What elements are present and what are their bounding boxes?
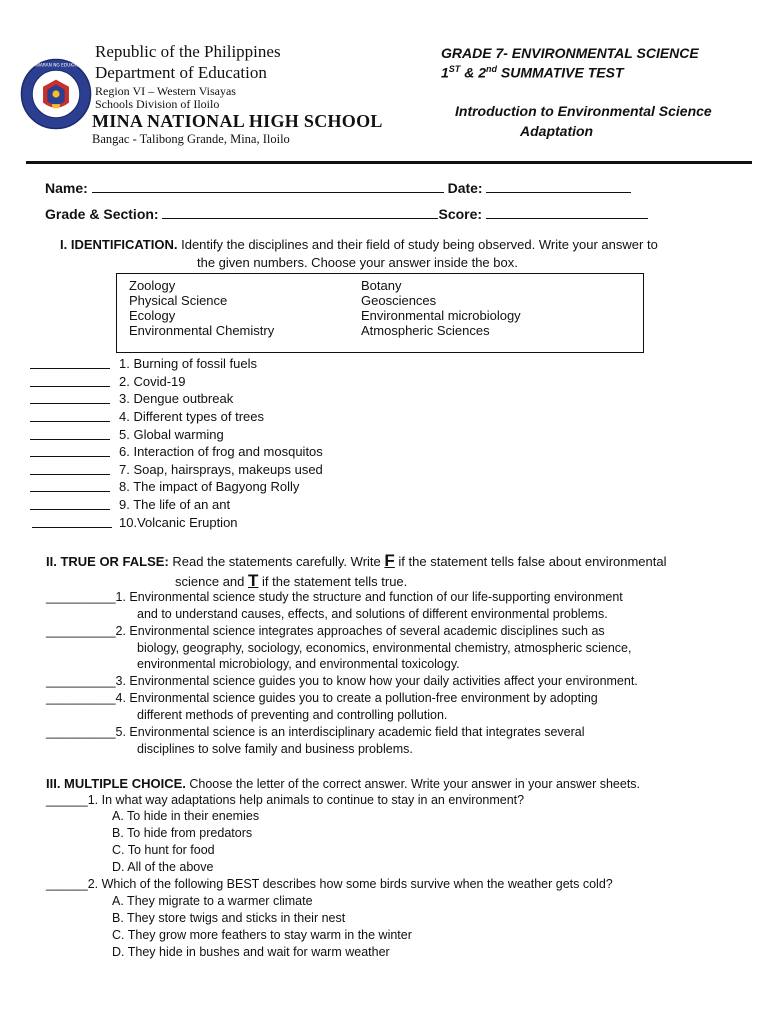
choice-item: Environmental Chemistry — [129, 323, 275, 338]
date-blank[interactable] — [486, 178, 631, 193]
identification-item: 2. Covid-19 — [119, 374, 186, 389]
name-field — [45, 178, 631, 196]
score-label: Score: — [438, 206, 483, 222]
answer-blank[interactable] — [30, 491, 110, 492]
mc-option: C. They grow more feathers to stay warm in the winter — [112, 928, 412, 942]
answer-blank[interactable] — [30, 456, 110, 457]
mc-option: B. To hide from predators — [112, 826, 253, 840]
identification-item: 7. Soap, hairsprays, makeups used — [119, 462, 323, 477]
date-label: Date: — [447, 180, 483, 196]
identification-item: 1. Burning of fossil fuels — [119, 356, 258, 371]
part2-instruction-line1: II. TRUE OR FALSE: Read the statements carefully. Write F if the statement tells false about environmental — [46, 551, 667, 570]
mc-question: ______1. In what way adaptations help animals to continue to stay in an environment? — [46, 793, 525, 807]
header-republic: Republic of the Philippines — [95, 42, 281, 61]
tf-item-continuation: biology, geography, sociology, economics, environmental chemistry, atmospheric science, — [137, 641, 632, 655]
header-divider — [26, 161, 752, 164]
identification-item: 9. The life of an ant — [119, 497, 231, 512]
choice-item: Zoology — [129, 278, 176, 293]
choice-item: Ecology — [129, 308, 176, 323]
identification-item: 8. The impact of Bagyong Rolly — [119, 479, 300, 494]
tf-item: __________3. Environmental science guides you to know how your daily activities affect your environment. — [46, 674, 638, 688]
identification-item: 10.Volcanic Eruption — [119, 515, 238, 530]
score-blank[interactable] — [486, 204, 648, 219]
part2-heading: II. TRUE OR FALSE: — [46, 554, 169, 569]
answer-blank[interactable] — [32, 527, 112, 528]
header-region: Region VI – Western Visayas — [95, 84, 236, 98]
choice-item: Botany — [361, 278, 402, 293]
answer-blank[interactable] — [30, 421, 110, 422]
part3-instruction: III. MULTIPLE CHOICE. Choose the letter of the correct answer. Write your answer in your answer sheets. — [46, 776, 641, 791]
header-department: Department of Education — [95, 63, 267, 82]
test-title: 1ST & 2nd SUMMATIVE TEST — [441, 64, 624, 81]
deped-seal-logo — [20, 58, 92, 130]
mc-option: D. All of the above — [112, 860, 214, 874]
school-name: MINA NATIONAL HIGH SCHOOL — [92, 111, 383, 131]
mc-option: A. They migrate to a warmer climate — [112, 894, 313, 908]
part2-instruction-line2: science and T if the statement tells true. — [175, 571, 408, 590]
identification-item: 6. Interaction of frog and mosquitos — [119, 444, 323, 459]
choice-item: Atmospheric Sciences — [361, 323, 490, 338]
tf-item: __________1. Environmental science study the structure and function of our life-supporting environment — [46, 590, 623, 604]
part1-instruction-line2: the given numbers. Choose your answer inside the box. — [197, 255, 518, 270]
answer-blank[interactable] — [30, 368, 110, 369]
answer-blank[interactable] — [30, 439, 110, 440]
choice-item: Geosciences — [361, 293, 437, 308]
identification-item: 5. Global warming — [119, 427, 224, 442]
tf-item-continuation: and to understand causes, effects, and solutions of different environmental problems. — [137, 607, 608, 621]
tf-item: __________4. Environmental science guides you to create a pollution-free environment by adopting — [46, 691, 598, 705]
choice-item: Environmental microbiology — [361, 308, 521, 323]
header-division: Schools Division of Iloilo — [95, 97, 220, 111]
letter-f: F — [384, 551, 395, 570]
choice-item: Physical Science — [129, 293, 228, 308]
mc-question: ______2. Which of the following BEST describes how some birds survive when the weather gets cold? — [46, 877, 613, 891]
part3-heading: III. MULTIPLE CHOICE. — [46, 776, 186, 791]
name-label: Name: — [45, 180, 88, 196]
topic-subtitle: Adaptation — [520, 123, 594, 139]
mc-option: D. They hide in bushes and wait for warm weather — [112, 945, 390, 959]
mc-option: B. They store twigs and sticks in their nest — [112, 911, 346, 925]
answer-blank[interactable] — [30, 386, 110, 387]
grade-field — [45, 204, 648, 222]
svg-text:KAGAWARAN NG EDUKASYON: KAGAWARAN NG EDUKASYON — [24, 63, 88, 69]
letter-t: T — [248, 571, 259, 590]
grade-label: Grade & Section: — [45, 206, 159, 222]
grade-blank[interactable] — [162, 204, 438, 219]
mc-option: C. To hunt for food — [112, 843, 215, 857]
tf-item: __________2. Environmental science integrates approaches of several academic disciplines such as — [46, 624, 605, 638]
name-blank[interactable] — [92, 178, 444, 193]
part1-heading: I. IDENTIFICATION. — [60, 237, 178, 252]
part1-instruction-line1: I. IDENTIFICATION. Identify the disciplines and their field of study being observed. Write your answer to — [60, 237, 658, 252]
grade-subject: GRADE 7- ENVIRONMENTAL SCIENCE — [441, 45, 699, 61]
tf-item-continuation: disciplines to solve family and business problems. — [137, 742, 413, 756]
tf-item: __________5. Environmental science is an interdisciplinary academic field that integrates several — [46, 725, 585, 739]
answer-blank[interactable] — [30, 403, 110, 404]
school-address: Bangac - Talibong Grande, Mina, Iloilo — [92, 132, 290, 146]
identification-item: 4. Different types of trees — [119, 409, 264, 424]
answer-blank[interactable] — [30, 509, 110, 510]
tf-item-continuation: different methods of preventing and controlling pollution. — [137, 708, 448, 722]
topic-title: Introduction to Environmental Science — [455, 103, 712, 119]
tf-item-continuation: environmental microbiology, and environmental toxicology. — [137, 657, 460, 671]
mc-option: A. To hide in their enemies — [112, 809, 260, 823]
identification-item: 3. Dengue outbreak — [119, 391, 234, 406]
answer-blank[interactable] — [30, 474, 110, 475]
